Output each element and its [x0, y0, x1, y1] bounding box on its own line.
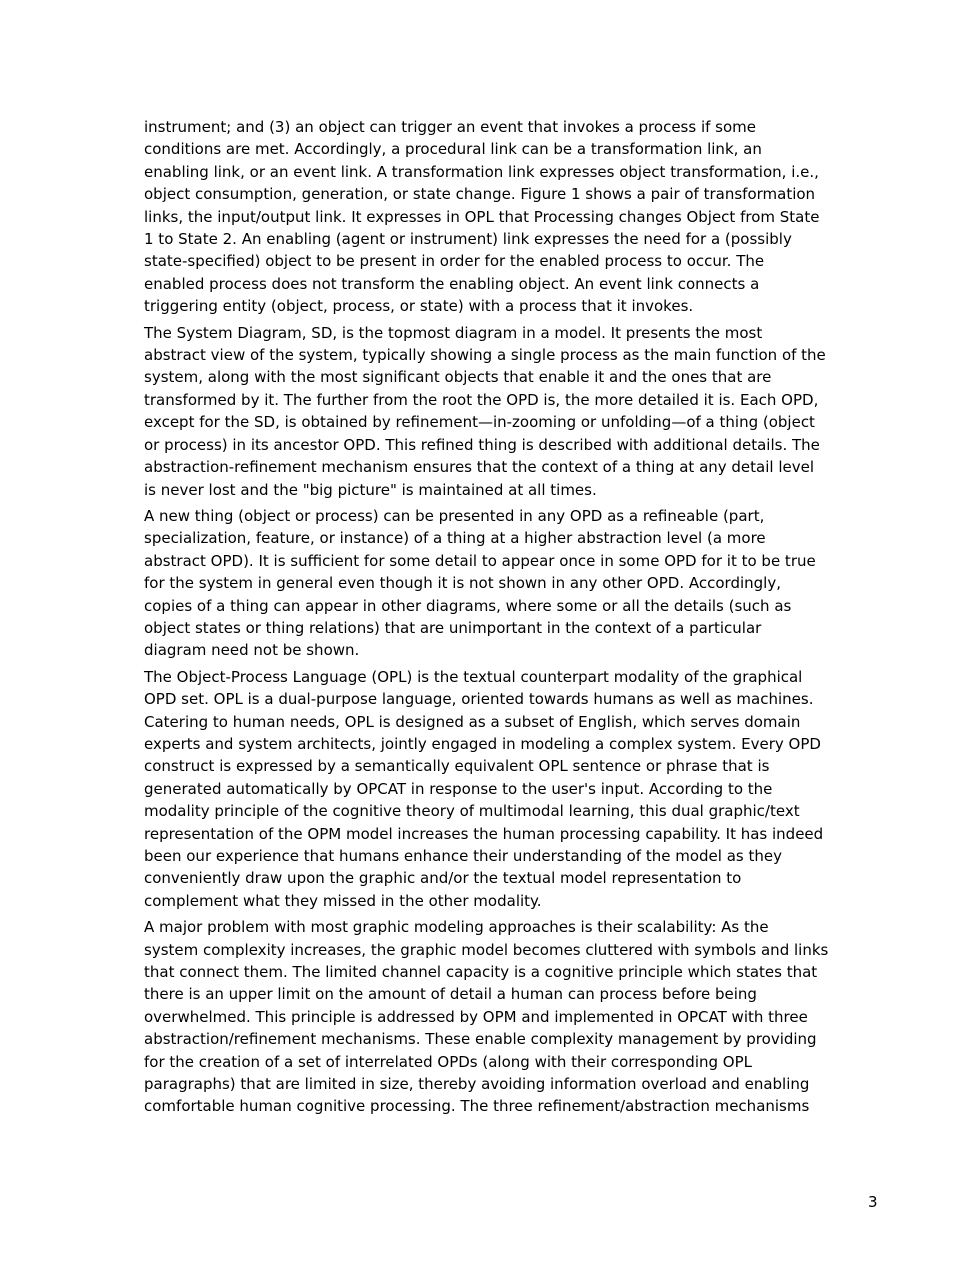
- text-line: copies of a thing can appear in other diagrams, where some or all the details (such as: [144, 596, 792, 615]
- text-line: abstract OPD). It is sufficient for some detail to appear once in some OPD for it to be true: [144, 551, 816, 570]
- text-line: construct is expressed by a semantically equivalent OPL sentence or phrase that is: [144, 757, 770, 776]
- text-line: The Object-Process Language (OPL) is the textual counterpart modality of the graphical: [144, 667, 803, 686]
- text-line: A major problem with most graphic modeling approaches is their scalability: As the: [144, 918, 769, 937]
- text-line: instrument; and (3) an object can trigger an event that invokes a process if some: [144, 118, 756, 136]
- text-line: modality principle of the cognitive theory of multimodal learning, this dual graphic/text: [144, 802, 800, 821]
- text-line: is never lost and the "big picture" is maintained at all times.: [144, 480, 597, 499]
- text-line: there is an upper limit on the amount of detail a human can process before being: [144, 985, 757, 1004]
- text-line: transformed by it. The further from the root the OPD is, the more detailed it is. Each OPD,: [144, 390, 819, 409]
- text-line: specialization, feature, or instance) of a thing at a higher abstraction level (a more: [144, 529, 766, 548]
- text-line: abstract view of the system, typically showing a single process as the main function of the: [144, 346, 826, 365]
- text-line: system complexity increases, the graphic model becomes cluttered with symbols and links: [144, 940, 829, 959]
- paragraph: [144, 505, 884, 662]
- text-line: that connect them. The limited channel capacity is a cognitive principle which states that: [144, 963, 818, 982]
- text-line: representation of the OPM model increases the human processing capability. It has indeed: [144, 824, 824, 843]
- text-line: OPD set. OPL is a dual-purpose language, oriented towards humans as well as machines.: [144, 690, 814, 709]
- text-line: generated automatically by OPCAT in response to the user's input. According to the: [144, 779, 773, 798]
- text-line: abstraction-refinement mechanism ensures that the context of a thing at any detail level: [144, 458, 815, 477]
- paragraph: [144, 322, 884, 501]
- text-line: triggering entity (object, process, or state) with a process that it invokes.: [144, 297, 694, 316]
- text-line: complement what they missed in the other modality.: [144, 891, 542, 910]
- text-line: The System Diagram, SD, is the topmost diagram in a model. It presents the most: [144, 323, 763, 342]
- text-line: abstraction/refinement mechanisms. These enable complexity management by providing: [144, 1030, 817, 1049]
- paragraph: [144, 666, 884, 912]
- text-line: state-specified) object to be present in order for the enabled process to occur. The: [144, 252, 765, 271]
- text-line: system, along with the most significant objects that enable it and the ones that are: [144, 368, 772, 387]
- text-line: been our experience that humans enhance their understanding of the model as they: [144, 847, 782, 865]
- text-line: conveniently draw upon the graphic and/or the textual model representation to: [144, 869, 742, 888]
- text-line: for the system in general even though it is not shown in any other OPD. Accordingly,: [144, 574, 781, 593]
- text-line: object states or thing relations) that are unimportant in the context of a particular: [144, 618, 762, 637]
- paragraph: [144, 116, 884, 318]
- text-line: diagram need not be shown.: [144, 641, 360, 660]
- text-line: A new thing (object or process) can be presented in any OPD as a refineable (part,: [144, 506, 765, 525]
- text-line: except for the SD, is obtained by refinement—in-zooming or unfolding—of a thing (object: [144, 413, 815, 432]
- text-line: 1 to State 2. An enabling (agent or instrument) link expresses the need for a (possibly: [144, 230, 792, 249]
- text-line: Catering to human needs, OPL is designed as a subset of English, which serves domain: [144, 712, 801, 731]
- text-line: links, the input/output link. It expresses in OPL that Processing changes Object from State: [144, 207, 820, 226]
- text-line: for the creation of a set of interrelated OPDs (along with their corresponding OPL: [144, 1052, 752, 1071]
- text-line: object consumption, generation, or state change. Figure 1 shows a pair of transformation: [144, 185, 816, 204]
- body-text: [144, 116, 884, 1122]
- page-number: 3: [868, 1193, 878, 1211]
- text-line: or process) in its ancestor OPD. This refined thing is described with additional details. The: [144, 435, 820, 454]
- text-line: overwhelmed. This principle is addressed by OPM and implemented in OPCAT with three: [144, 1007, 808, 1026]
- text-line: comfortable human cognitive processing. The three refinement/abstraction mechanisms: [144, 1097, 810, 1116]
- paragraph: [144, 916, 884, 1118]
- text-line: experts and system architects, jointly engaged in modeling a complex system. Every OPD: [144, 734, 821, 753]
- text-line: conditions are met. Accordingly, a procedural link can be a transformation link, an: [144, 140, 762, 159]
- text-line: enabled process does not transform the enabling object. An event link connects a: [144, 274, 760, 293]
- text-line: paragraphs) that are limited in size, thereby avoiding information overload and enabling: [144, 1075, 810, 1094]
- text-line: enabling link, or an event link. A transformation link expresses object transformation, i.e.,: [144, 162, 819, 181]
